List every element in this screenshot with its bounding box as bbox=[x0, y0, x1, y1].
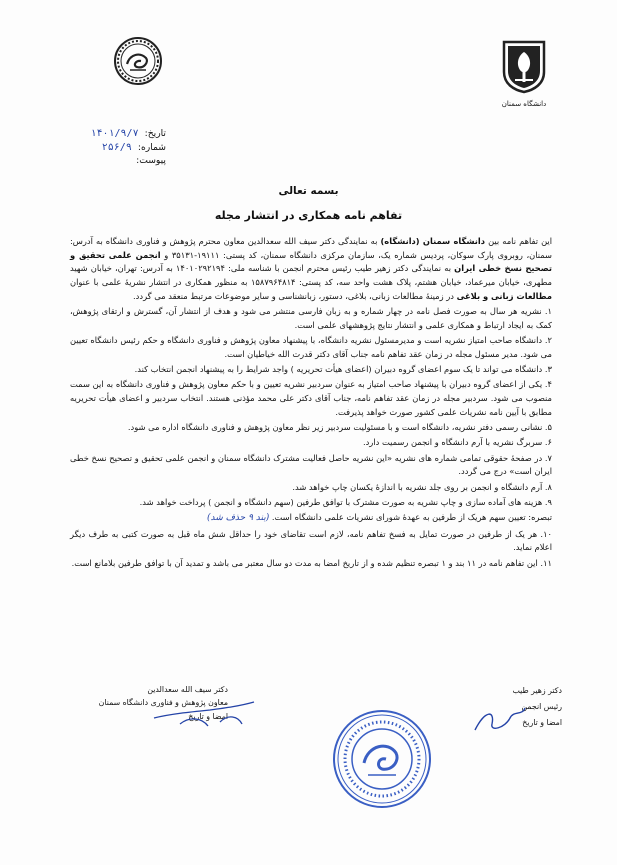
clause-10: ۱۰. هر یک از طرفین در صورت تمایل به فسخ تفاهم نامه، لازم است تقاضای خود را حداقل شش ماه قبل به صورت کتبی به طرف دیگر اعلام نماید. bbox=[70, 528, 552, 553]
sign-date-label: امضا و تاریخ bbox=[522, 718, 562, 728]
intro-text-c: به نمایندگی دکتر سیف الله سعدالدین معاون محترم پژوهش و فناوری دانشگاه به آدرس: سمنان، روبروی پارک سوکان، پردیس شماره یک، سازمان مرکزی دانشگاه سمنان، کد پستی: ۱۹۱۱۱-۳۵۱۳۱ و bbox=[70, 236, 552, 260]
intro-paragraph bbox=[70, 235, 552, 304]
intro-text-a: این تفاهم نامه بین bbox=[485, 236, 552, 246]
clause-6: ۶. سربرگ نشریه با آرم دانشگاه و انجمن رسمیت دارد. bbox=[362, 437, 552, 448]
intro-text-e: به نمایندگی دکتر زهیر طیب رئیس محترم انجمن با شناسه ملی: ۱۴۰۱۰۲۹۲۱۹۴ به آدرس: تهران، خیابان شهید مطهری، خیابان میرعماد، خیابان هشتم، پلاک هشت واحد سه، کد پستی: ۱۵۸۷۹۶۴۸۱۴ به منظور همکاری در انتشار نشریهٔ علمی با عنوان bbox=[70, 263, 552, 288]
handwritten-note: (بند ۹ حذف شد) bbox=[206, 513, 270, 524]
date-value: ۱۴۰۱/۹/۷ bbox=[90, 128, 139, 139]
journal-title: مطالعات زبانی و بلاغی bbox=[456, 290, 552, 301]
clause-4: ۴. یکی از اعضای گروه دبیران با پیشنهاد صاحب امتیاز به عنوان سردبیر نشریه تعیین و با حکم معاون پژوهش و فناوری دانشگاه به این سمت منصوب می شود. سردبیر مجله در زمان عقد تفاهم نامه، جناب آقای دکتر علی محمد مؤذنی هستند. انتخاب سردبیر و اعضای هیأت تحریریه مطابق با آیین نامه نشریات علمی کشور صورت خواهد پذیرفت. bbox=[70, 379, 552, 417]
university-logo bbox=[498, 36, 550, 108]
number-value: ۲۵۶/۹ bbox=[101, 141, 132, 153]
date-label: تاریخ: bbox=[144, 128, 166, 139]
bismillah-heading: بسمه تعالی bbox=[278, 185, 339, 197]
university-emblem-icon bbox=[498, 36, 550, 94]
signer-name: دکتر زهیر طیب bbox=[512, 686, 562, 695]
association-logo bbox=[113, 36, 163, 86]
signer-role: معاون پژوهش و فناوری دانشگاه سمنان bbox=[98, 698, 228, 708]
signer-role: رئیس انجمن bbox=[521, 702, 562, 712]
signature-university-icon bbox=[150, 694, 260, 734]
party-university: دانشگاه سمنان (دانشگاه) bbox=[380, 236, 486, 246]
number-row bbox=[66, 141, 166, 155]
document-body bbox=[70, 235, 552, 572]
document-title: تفاهم نامه همکاری در انتشار مجله bbox=[214, 209, 403, 222]
clause-8: ۸. آرم دانشگاه و انجمن بر روی جلد نشریه با اندازهٔ یکسان چاپ خواهد شد. bbox=[292, 481, 552, 492]
clause-11: ۱۱. این تفاهم نامه در ۱۱ بند و ۱ تبصره تنظیم شده و از تاریخ امضا به مدت دو سال معتبر می باشد و تمدید آن با توافق طرفین بلامانع است. bbox=[71, 557, 552, 568]
university-caption: دانشگاه سمنان bbox=[501, 100, 547, 108]
association-stamp bbox=[330, 707, 435, 812]
clause-3: ۳. دانشگاه می تواند تا یک سوم اعضای گروه دبیران (اعضای هیأت تحریریه ) واجد شرایط را به پیشنهاد انجمن انتخاب کند. bbox=[134, 364, 552, 375]
clause-5: ۵. نشانی رسمی دفتر نشریه، دانشگاه است و با مسئولیت سردبیر زیر نظر معاون پژوهش و فناوری دانشگاه اداره می شود. bbox=[127, 422, 552, 433]
sign-date-label: امضا و تاریخ bbox=[188, 711, 228, 721]
clause-1: ۱. نشریه هر سال به صورت فصل نامه در چهار شماره و به زبان فارسی منتشر می شود و هدف از انتشار آن، گسترش و ارتقای پژوهش، کمک به ایجاد ارتباط و همکاری علمی و انتشار نتایج پژوهشهای علمی است. bbox=[70, 306, 552, 330]
attachment-label: پیوست: bbox=[136, 155, 166, 166]
association-emblem-icon bbox=[113, 36, 163, 86]
stamp-icon bbox=[330, 707, 435, 812]
attachment-row bbox=[66, 154, 166, 168]
party-association: انجمن علمی تحقیق و تصحیح نسخ خطی ایران bbox=[70, 249, 553, 274]
note-paragraph bbox=[70, 511, 552, 526]
signature-association-icon bbox=[470, 700, 530, 740]
clause-7: ۷. در صفحهٔ حقوقی تمامی شماره های نشریه «این نشریه حاصل فعالیت مشترک دانشگاه سمنان و انجمن علمی تحقیق و تصحیح نسخ خطی ایران است» درج می گردد. bbox=[70, 452, 552, 477]
clause-2: ۲. دانشگاه صاحب امتیاز نشریه است و مدیرمسئول نشریه دانشگاه، با پیشنهاد معاون پژوهش و فناوری دانشگاه و حکم رئیس دانشگاه تعیین می شود. مدیر مسئول مجله در زمان عقد تفاهم نامه جناب آقای دکتر قدرت الله خیاطیان است. bbox=[70, 335, 552, 359]
signer-name: دکتر سیف الله سعدالدین bbox=[147, 685, 228, 694]
number-label: شماره: bbox=[137, 141, 166, 153]
date-row bbox=[66, 127, 166, 141]
letter-meta bbox=[66, 127, 166, 168]
note-text: تبصره: تعیین سهم هریک از طرفین به عهدهٔ شورای نشریات علمی دانشگاه است. bbox=[271, 512, 552, 523]
clause-9: ۹. هزینه های آماده سازی و چاپ نشریه به صورت مشترک با توافق طرفین (سهم دانشگاه و انجمن ) پرداخت خواهد شد. bbox=[139, 497, 552, 507]
intro-text-g: در زمینهٔ مطالعات زبانی، بلاغی، دستور، زبانشناسی و سایر موضوعات مرتبط منعقد می گردد. bbox=[133, 290, 457, 301]
